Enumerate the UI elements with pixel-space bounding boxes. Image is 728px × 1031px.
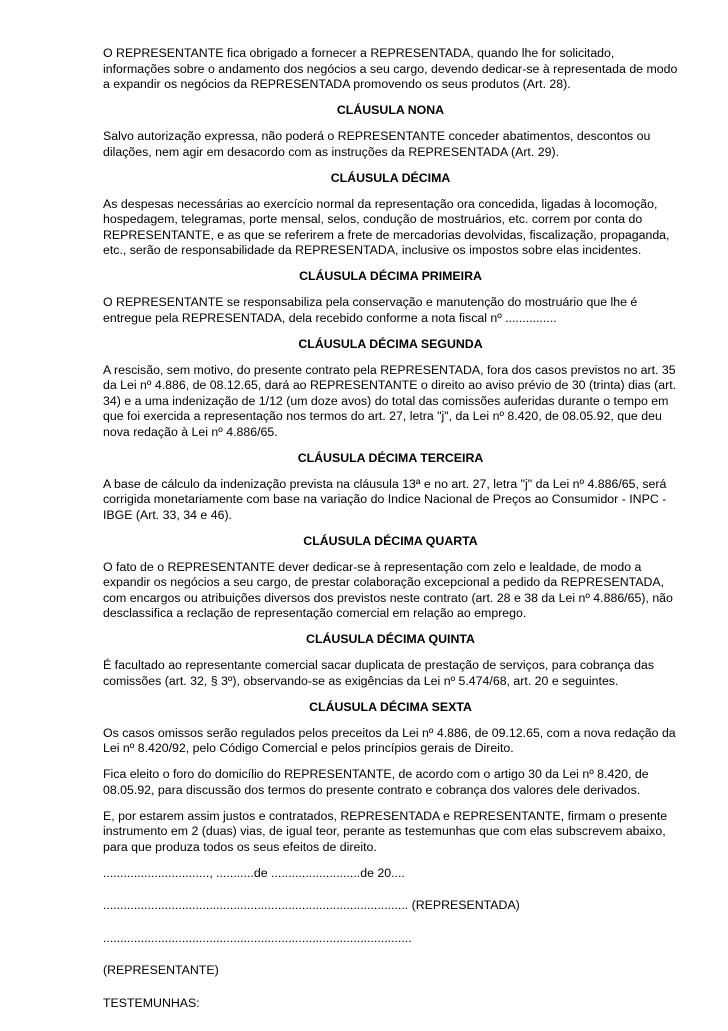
- clause-title: CLÁUSULA DÉCIMA QUARTA: [303, 533, 478, 548]
- witnesses-label: TESTEMUNHAS:: [103, 995, 200, 1010]
- clause-paragraph: A rescisão, sem motivo, do presente contrato pela REPRESENTADA, fora dos casos previstos no art. 35 da Lei nº 4.886, de 08.12.65, dará ao REPRESENTANTE o direito ao aviso prévio de 30 (trinta) dias (art. 34) e a uma indenização de 1/12 (um doze avos) do total das comissões auferidas durante o tempo em que foi exercida a representação nos termos do art. 27, letra "j", da Lei nº 8.420, de 08.05.92, que deu nova redação à Lei nº 4.886/65.: [103, 362, 677, 439]
- clause-sixteenth: [103, 700, 678, 856]
- clause-fifteenth: [103, 632, 678, 689]
- representante-signature-line: ..........................................................................................: [103, 930, 412, 945]
- place-date-line: ..............................., ...........de ..........................de 20....: [103, 865, 405, 880]
- clause-title: CLÁUSULA DÉCIMA TERCEIRA: [297, 450, 484, 465]
- representada-signature-line: ......................................................................................... (REPRESENTADA): [103, 898, 520, 912]
- intro-paragraph: O REPRESENTANTE fica obrigado a fornecer a REPRESENTADA, quando lhe for solicitado, informações sobre o andamento dos negócios a seu cargo, devendo dedicar-se à representada de modo a expandir os negócios da REPRESENTADA promovendo os seus produtos (Art. 28).: [103, 46, 678, 91]
- clause-paragraph: O REPRESENTANTE se responsabiliza pela conservação e manutenção do mostruário que lhe é entregue pela REPRESENTADA, dela recebido conforme a nota fiscal nº ...............: [103, 295, 638, 325]
- clause-paragraph: O fato de o REPRESENTANTE dever dedicar-se à representação com zelo e lealdade, de modo a expandir os negócios a seu cargo, de prestar colaboração excepcional a pedido da REPRESENTADA, com encargos ou atribuições diversos dos previstos neste contrato (art. 28 e 38 da Lei nº 4.886/65), não desclassifica a reclação de representação comercial em relação ao emprego.: [103, 559, 673, 620]
- clause-ninth: [103, 103, 678, 160]
- clause-title: CLÁUSULA NONA: [336, 103, 445, 117]
- clause-paragraph: Os casos omissos serão regulados pelos preceitos da Lei nº 4.886, de 09.12.65, com a nova redação da Lei nº 8.420/92, pelo Código Comercial e pelos princípios gerais de Direito.: [103, 725, 676, 755]
- clause-title: CLÁUSULA DÉCIMA: [330, 170, 451, 185]
- contract-page: [103, 46, 678, 1028]
- clause-thirteenth: [103, 451, 678, 524]
- clause-fourteenth: [103, 534, 678, 622]
- clause-title: CLÁUSULA DÉCIMA SEXTA: [309, 699, 472, 714]
- clause-title: CLÁUSULA DÉCIMA PRIMEIRA: [299, 269, 482, 283]
- signature-block: [103, 866, 678, 1012]
- clause-title: CLÁUSULA DÉCIMA QUINTA: [306, 632, 475, 646]
- clause-paragraph: A base de cálculo da indenização prevista na cláusula 13ª e no art. 27, letra "j" da Lei nº 4.886/65, será corrigida monetariamente com base na variação do Indice Nacional de Preços ao Consumidor - INPC - IBGE (Art. 33, 34 e 46).: [103, 476, 667, 522]
- clause-tenth: [103, 171, 678, 259]
- clause-paragraph: É facultado ao representante comercial sacar duplicata de prestação de serviços, para cobrança das comissões (art. 32, § 3º), observando-se as exigências da Lei nº 5.474/68, art. 20 e seguintes.: [103, 658, 654, 688]
- representante-label: (REPRESENTANTE): [103, 963, 219, 977]
- clause-paragraph: As despesas necessárias ao exercício normal da representação ora concedida, ligadas à locomoção, hospedagem, telegramas, porte mensal, selos, condução de mostruários, etc. correm por conta do REPRESENTANTE, e as que se referirem a frete de mercadorias devolvidas, fiscalização, propaganda, etc., serão de responsabilidade da REPRESENTADA, inclusive os impostos sobre elas incidentes.: [103, 196, 670, 257]
- clause-eleventh: [103, 269, 678, 326]
- clause-title: CLÁUSULA DÉCIMA SEGUNDA: [298, 336, 483, 351]
- clause-paragraph: Fica eleito o foro do domicílio do REPRESENTANTE, de acordo com o artigo 30 da Lei nº 8.420, de 08.05.92, para discussão dos termos do presente contrato e cobrança dos valores dele derivados.: [103, 767, 649, 797]
- clause-twelfth: [103, 337, 678, 441]
- clause-paragraph: E, por estarem assim justos e contratados, REPRESENTADA e REPRESENTANTE, firmam o presente instrumento em 2 (duas) vias, de igual teor, perante as testemunhas que com elas subscrevem abaixo, para que produza todos os seus efeitos de direito.: [103, 808, 668, 854]
- clause-paragraph: Salvo autorização expressa, não poderá o REPRESENTANTE conceder abatimentos, descontos ou dilações, nem agir em desacordo com as instruções da REPRESENTADA (Art. 29).: [103, 129, 651, 159]
